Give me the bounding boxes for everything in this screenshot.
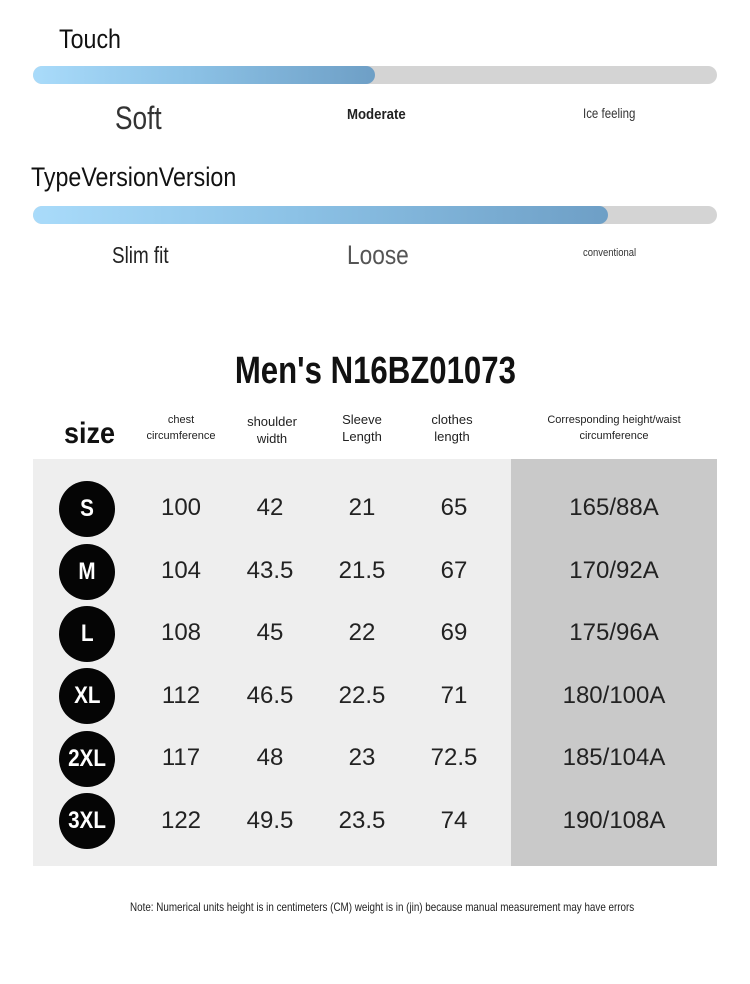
chest-value: 100: [160, 494, 202, 521]
shoulder-value: 48: [256, 744, 284, 771]
size-badge: 2XL: [59, 731, 115, 787]
header-clothes-length: clothes length: [431, 412, 473, 444]
chest-value: 104: [160, 557, 202, 584]
touch-level-track: [33, 66, 717, 84]
sleeve-value: 21.5: [338, 557, 386, 584]
shoulder-value: 42: [256, 494, 284, 521]
sleeve-value: 23: [348, 744, 376, 771]
sleeve-value: 22.5: [338, 682, 386, 709]
length-value: 72.5: [430, 744, 478, 771]
touch-label-moderate: Moderate: [347, 106, 406, 123]
height-value: 185/104A: [562, 744, 666, 771]
touch-level-fill: [33, 66, 375, 84]
table-title: Men's N16BZ01073: [234, 350, 516, 392]
shoulder-value: 43.5: [246, 557, 294, 584]
version-label-loose: Loose: [347, 240, 409, 270]
size-badge: M: [59, 544, 115, 600]
size-badge: XL: [59, 668, 115, 724]
size-badge: 3XL: [59, 793, 115, 849]
sleeve-value: 23.5: [338, 807, 386, 834]
header-sleeve: Sleeve Length: [342, 412, 382, 444]
header-chest: chest circumference: [146, 414, 216, 442]
chest-value: 122: [160, 807, 202, 834]
version-title: TypeVersionVersion: [31, 162, 237, 192]
version-level-track: [33, 206, 717, 224]
sleeve-value: 22: [348, 619, 376, 646]
touch-title: Touch: [59, 24, 121, 54]
version-label-conventional: conventional: [583, 247, 637, 259]
header-height-waist: Corresponding height/waist circumference: [547, 414, 681, 442]
shoulder-value: 45: [256, 619, 284, 646]
length-value: 69: [440, 619, 468, 646]
measurement-note: Note: Numerical units height is in centimeters (CM) weight is in (jin) because manual measurement may have errors: [130, 900, 635, 914]
height-value: 190/108A: [562, 807, 666, 834]
height-value: 165/88A: [569, 494, 659, 521]
size-badge: L: [59, 606, 115, 662]
touch-label-soft: Soft: [115, 100, 162, 136]
height-value: 180/100A: [562, 682, 666, 709]
header-size: size: [64, 417, 116, 450]
length-value: 65: [440, 494, 468, 521]
version-level-fill: [33, 206, 608, 224]
shoulder-value: 49.5: [246, 807, 294, 834]
header-shoulder: shoulder width: [247, 414, 297, 446]
length-value: 67: [440, 557, 468, 584]
height-value: 170/92A: [569, 557, 659, 584]
shoulder-value: 46.5: [246, 682, 294, 709]
length-value: 71: [440, 682, 468, 709]
touch-label-ice-feeling: Ice feeling: [583, 105, 636, 121]
sleeve-value: 21: [348, 494, 376, 521]
length-value: 74: [440, 807, 468, 834]
chest-value: 108: [160, 619, 202, 646]
chest-value: 112: [161, 682, 201, 709]
version-label-slim-fit: Slim fit: [112, 242, 169, 268]
height-value: 175/96A: [569, 619, 659, 646]
chest-value: 117: [161, 744, 201, 771]
size-badge: S: [59, 481, 115, 537]
